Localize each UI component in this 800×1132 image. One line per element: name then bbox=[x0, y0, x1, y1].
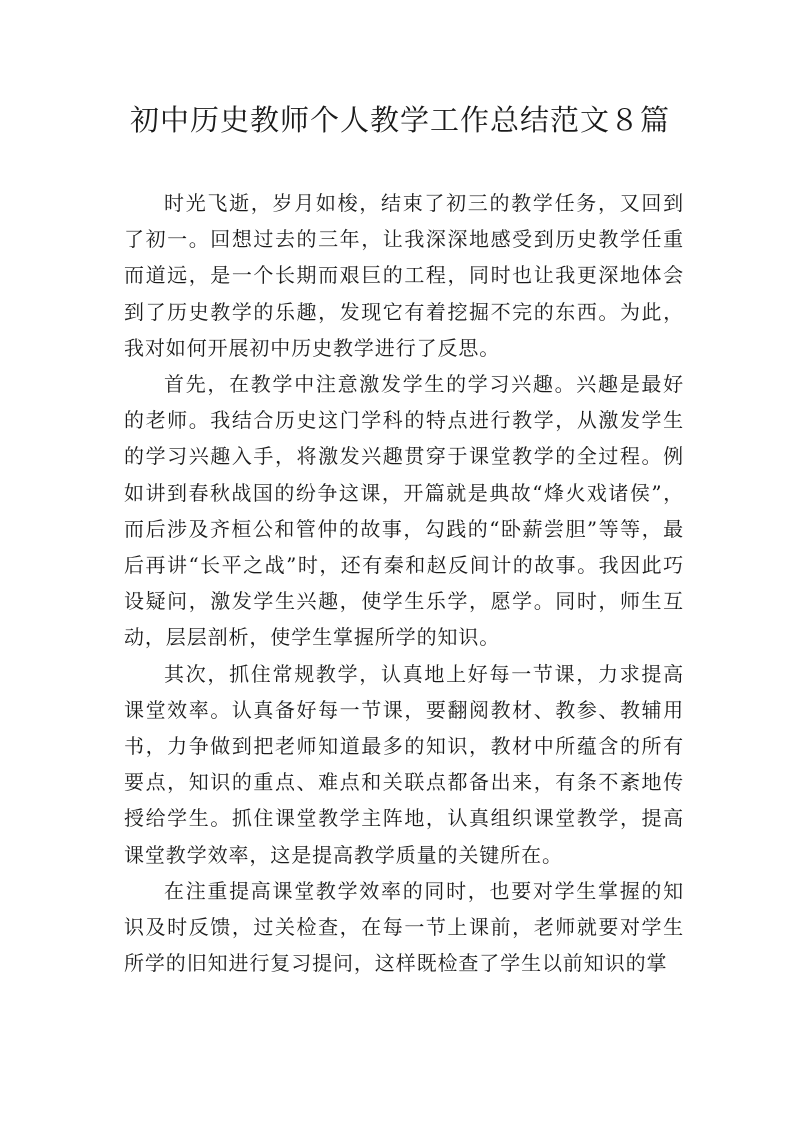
paragraph-2: 首先，在教学中注意激发学生的学习兴趣。兴趣是最好的老师。我结合历史这门学科的特点进行教学，从激发学生的学习兴趣入手，将激发兴趣贯穿于课堂教学的全过程。例如讲到春秋战国的纷争这课，开篇就是典故“烽火戏诸侯”，而后涉及齐桓公和管仲的故事，勾践的“卧薪尝胆”等等，最后再讲“长平之战”时，还有秦和赵反间计的故事。我因此巧设疑问，激发学生兴趣，使学生乐学，愿学。同时，师生互动，层层剖析，使学生掌握所学的知识。 bbox=[124, 372, 684, 650]
paragraph-1: 时光飞逝，岁月如梭，结束了初三的教学任务，又回到了初一。回想过去的三年，让我深深地感受到历史教学任重而道远，是一个长期而艰巨的工程，同时也让我更深地体会到了历史教学的乐趣，发现它有着挖掘不完的东西。为此，我对如何开展初中历史教学进行了反思。 bbox=[124, 191, 684, 360]
paragraph-3: 其次，抓住常规教学，认真地上好每一节课，力求提高课堂效率。认真备好每一节课，要翻阅教材、教参、教辅用书，力争做到把老师知道最多的知识，教材中所蕴含的所有要点，知识的重点、难点和关联点都备出来，有条不紊地传授给学生。抓住课堂教学主阵地，认真组织课堂教学，提高课堂教学效率，这是提高教学质量的关键所在。 bbox=[124, 661, 684, 867]
paragraph-4: 在注重提高课堂教学效率的同时，也要对学生掌握的知识及时反馈，过关检查，在每一节上课前，老师就要对学生所学的旧知进行复习提问，这样既检查了学生以前知识的掌 bbox=[124, 878, 684, 976]
document-body bbox=[124, 185, 684, 981]
document-title: 初中历史教师个人教学工作总结范文８篇 bbox=[129, 103, 670, 137]
